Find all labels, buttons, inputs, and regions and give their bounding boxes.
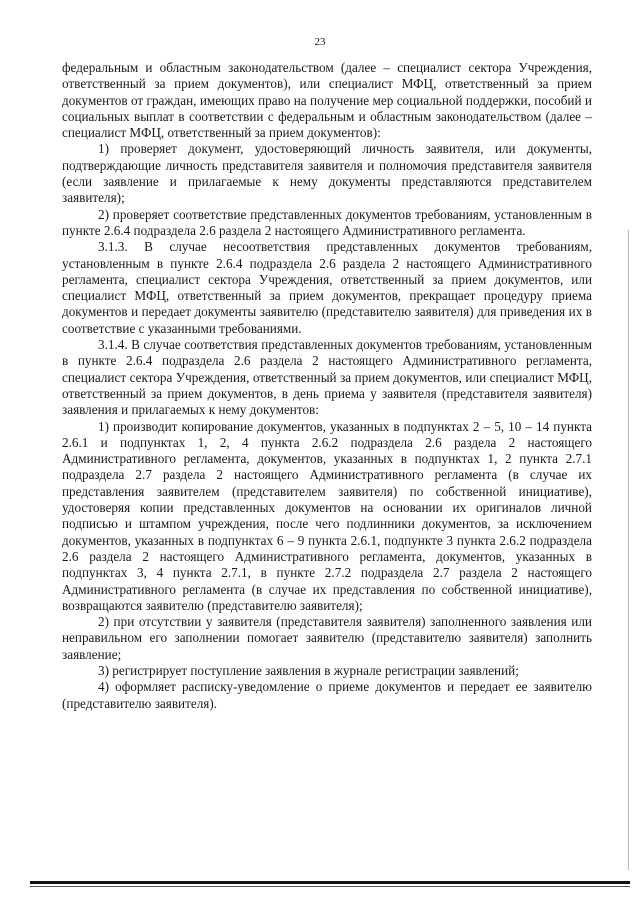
- paragraph: 1) проверяет документ, удостоверяющий личность заявителя, или документы, подтверждающие личность представителя заявителя и полномочия представителя заявителя (если заявление и прилагаемые к нему документы представляются представителем заявителя);: [62, 141, 592, 206]
- document-body: [62, 60, 592, 712]
- paragraph: федеральным и областным законодательством (далее – специалист сектора Учреждения, ответственный за прием документов), или специалист МФЦ, ответственный за прием документов от граждан, имеющих право на получение мер социальной поддержки, пособий и социальных выплат в соответствии с федеральным и областным законодательством (далее – специалист МФЦ, ответственный за прием документов):: [62, 60, 592, 141]
- scan-edge-line: [628, 230, 629, 870]
- paragraph: 3.1.4. В случае соответствия представленных документов требованиям, установленным в пункте 2.6.4 подраздела 2.6 раздела 2 настоящего Административного регламента, специалист сектора Учреждения, ответственный за прием документов, или специалист МФЦ, ответственный за прием документов, в день приема у заявителя (представителя заявителя) заявления и прилагаемых к нему документов:: [62, 337, 592, 418]
- paragraph: 1) производит копирование документов, указанных в подпунктах 2 – 5, 10 – 14 пункта 2.6.1 и подпунктах 1, 2, 4 пункта 2.6.2 подраздела 2.6 раздела 2 настоящего Административного регламента, документов, указанных в подпунктах 1, 2 пункта 2.7.1 подраздела 2.7 раздела 2 настоящего Административного регламента (в случае их представления заявителем (представителем заявителя) по собственной инициативе), удостоверяя копии представленных документов на основании их оригиналов личной подписью и штампом учреждения, после чего подлинники документов, за исключением документов, указанных в подпунктах 6 – 9 пункта 2.6.1, подпункте 3 пункта 2.6.2 подраздела 2.6 раздела 2 настоящего Административного регламента, документов, указанных в подпунктах 3, 4 пункта 2.7.1, в пункте 2.7.2 подраздела 2.7 раздела 2 настоящего Административного регламента (в случае их представления по собственной инициативе), возвращаются заявителю (представителю заявителя);: [62, 418, 592, 613]
- paragraph: 3) регистрирует поступление заявления в журнале регистрации заявлений;: [98, 662, 519, 678]
- paragraph: 3.1.3. В случае несоответствия представленных документов требованиям, установленным в пункте 2.6.4 подраздела 2.6 раздела 2 настоящего Административного регламента, специалист сектора Учреждения, ответственный за прием документов, или специалист МФЦ, ответственный за прием документов, прекращает процедуру приема документов и передает документы заявителю (представителю заявителя) для приведения их в соответствие с указанными требованиями.: [62, 239, 592, 336]
- paragraph: 4) оформляет расписку-уведомление о приеме документов и передает ее заявителю (представителю заявителя).: [62, 679, 592, 711]
- paragraph: 2) при отсутствии у заявителя (представителя заявителя) заполненного заявления или неправильном его заполнении помогает заявителю (представителю заявителя) заполнить заявление;: [62, 614, 592, 662]
- scan-bottom-line-thin: [30, 886, 630, 887]
- scan-bottom-line: [30, 881, 630, 884]
- page-number: 23: [314, 36, 326, 48]
- paragraph: 2) проверяет соответствие представленных документов требованиям, установленным в пункте 2.6.4 подраздела 2.6 раздела 2 настоящего Административного регламента.: [62, 206, 592, 238]
